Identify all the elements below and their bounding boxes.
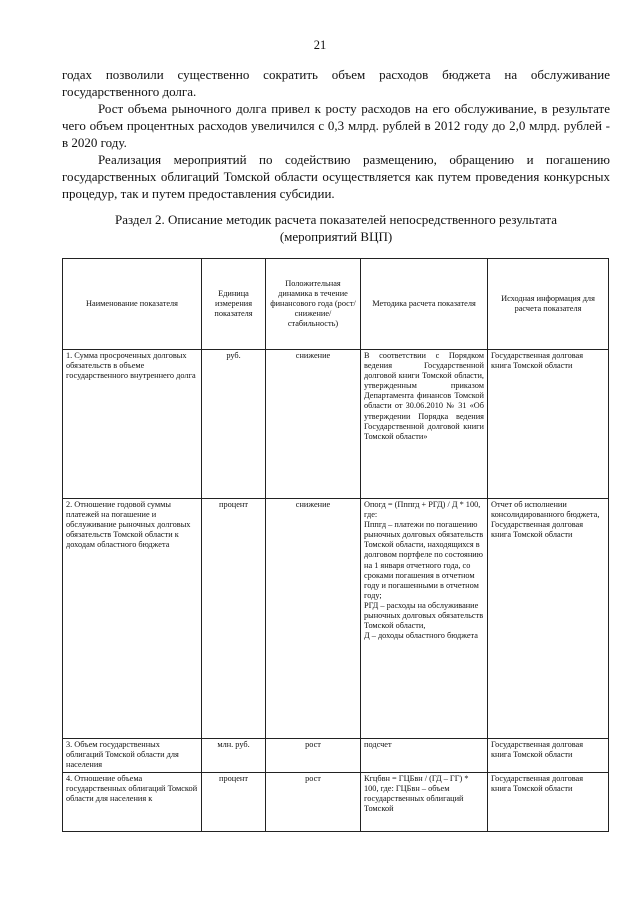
table-row bbox=[63, 499, 609, 739]
cell-indicator-name: 4. Отношение объема государственных облигаций Томской области для населения к bbox=[63, 773, 202, 832]
indicators-table bbox=[62, 258, 609, 832]
table-row bbox=[63, 773, 609, 832]
cell-indicator-name: 3. Объем государственных облигаций Томской области для населения bbox=[63, 739, 202, 773]
cell-source: Государственная долговая книга Томской области bbox=[488, 739, 609, 773]
cell-source: Государственная долговая книга Томской области bbox=[488, 773, 609, 832]
cell-source: Государственная долговая книга Томской области bbox=[488, 350, 609, 499]
header-method: Методика расчета показателя bbox=[361, 259, 488, 350]
section-heading-line-2: (мероприятий ВЦП) bbox=[279, 229, 393, 244]
cell-unit: процент bbox=[202, 499, 266, 739]
cell-indicator-name: 2. Отношение годовой суммы платежей на погашение и обслуживание рыночных долговых обязательств Томской области к доходам областного бюджета bbox=[63, 499, 202, 739]
cell-method: Кгцбвн = ГЦБвн / (ГД – ГГ) * 100, где: ГЦБвн – объем государственных облигаций Томской bbox=[361, 773, 488, 832]
header-indicator-name: Наименование показателя bbox=[63, 259, 202, 350]
cell-source: Отчет об исполнении консолидированного бюджета, Государственная долговая книга Томской области bbox=[488, 499, 609, 739]
table-row bbox=[63, 739, 609, 773]
header-source: Исходная информация для расчета показателя bbox=[488, 259, 609, 350]
header-unit: Единица измерения показателя bbox=[202, 259, 266, 350]
paragraph-2: Рост объема рыночного долга привел к росту расходов на его обслуживание, в результате чего объем процентных расходов увеличился с 0,3 млрд. рублей в 2012 году до 2,0 млрд. рублей - в 2020 году. bbox=[62, 101, 610, 150]
cell-method: Опогд = (Пппгд + РГД) / Д * 100, где: Пппгд – платежи по погашению рыночных долговых обязательств Томской области, находящихся в долговом портфеле по состоянию на 1 января отчетного года, со сроками погашения в отчетном году и погашенными в отчетном году; РГД – расходы на обслуживание рыночных долговых обязательств Томской области, Д – доходы областного бюджета bbox=[361, 499, 488, 739]
paragraph-1: годах позволили существенно сократить объем расходов бюджета на обслуживание государственного долга. bbox=[62, 67, 610, 99]
paragraph-3: Реализация мероприятий по содействию размещению, обращению и погашению государственных облигаций Томской области осуществляется как путем проведения конкурсных процедур, так и путем предоставления субсидии. bbox=[62, 152, 610, 201]
cell-dynamic: снижение bbox=[266, 499, 361, 739]
cell-unit: руб. bbox=[202, 350, 266, 499]
cell-indicator-name: 1. Сумма просроченных долговых обязательств в объеме государственного внутреннего долга bbox=[63, 350, 202, 499]
table-row bbox=[63, 350, 609, 499]
cell-dynamic: снижение bbox=[266, 350, 361, 499]
cell-dynamic: рост bbox=[266, 773, 361, 832]
cell-unit: млн. руб. bbox=[202, 739, 266, 773]
page-number: 21 bbox=[313, 38, 327, 52]
section-heading bbox=[62, 211, 610, 245]
cell-method: В соответствии с Порядком ведения Государственной долговой книги Томской области, утвержденным приказом Департамента финансов Томской области от 30.06.2010 № 31 «Об утверждении Порядка ведения Государственной долговой книги Томской области» bbox=[361, 350, 488, 499]
table-header-row bbox=[63, 259, 609, 350]
cell-dynamic: рост bbox=[266, 739, 361, 773]
section-heading-line-1: Раздел 2. Описание методик расчета показателей непосредственного результата bbox=[115, 212, 557, 227]
cell-unit: процент bbox=[202, 773, 266, 832]
cell-method: подсчет bbox=[361, 739, 488, 773]
header-dynamic: Положительная динамика в течение финансового года (рост/ снижение/ стабильность) bbox=[266, 259, 361, 350]
